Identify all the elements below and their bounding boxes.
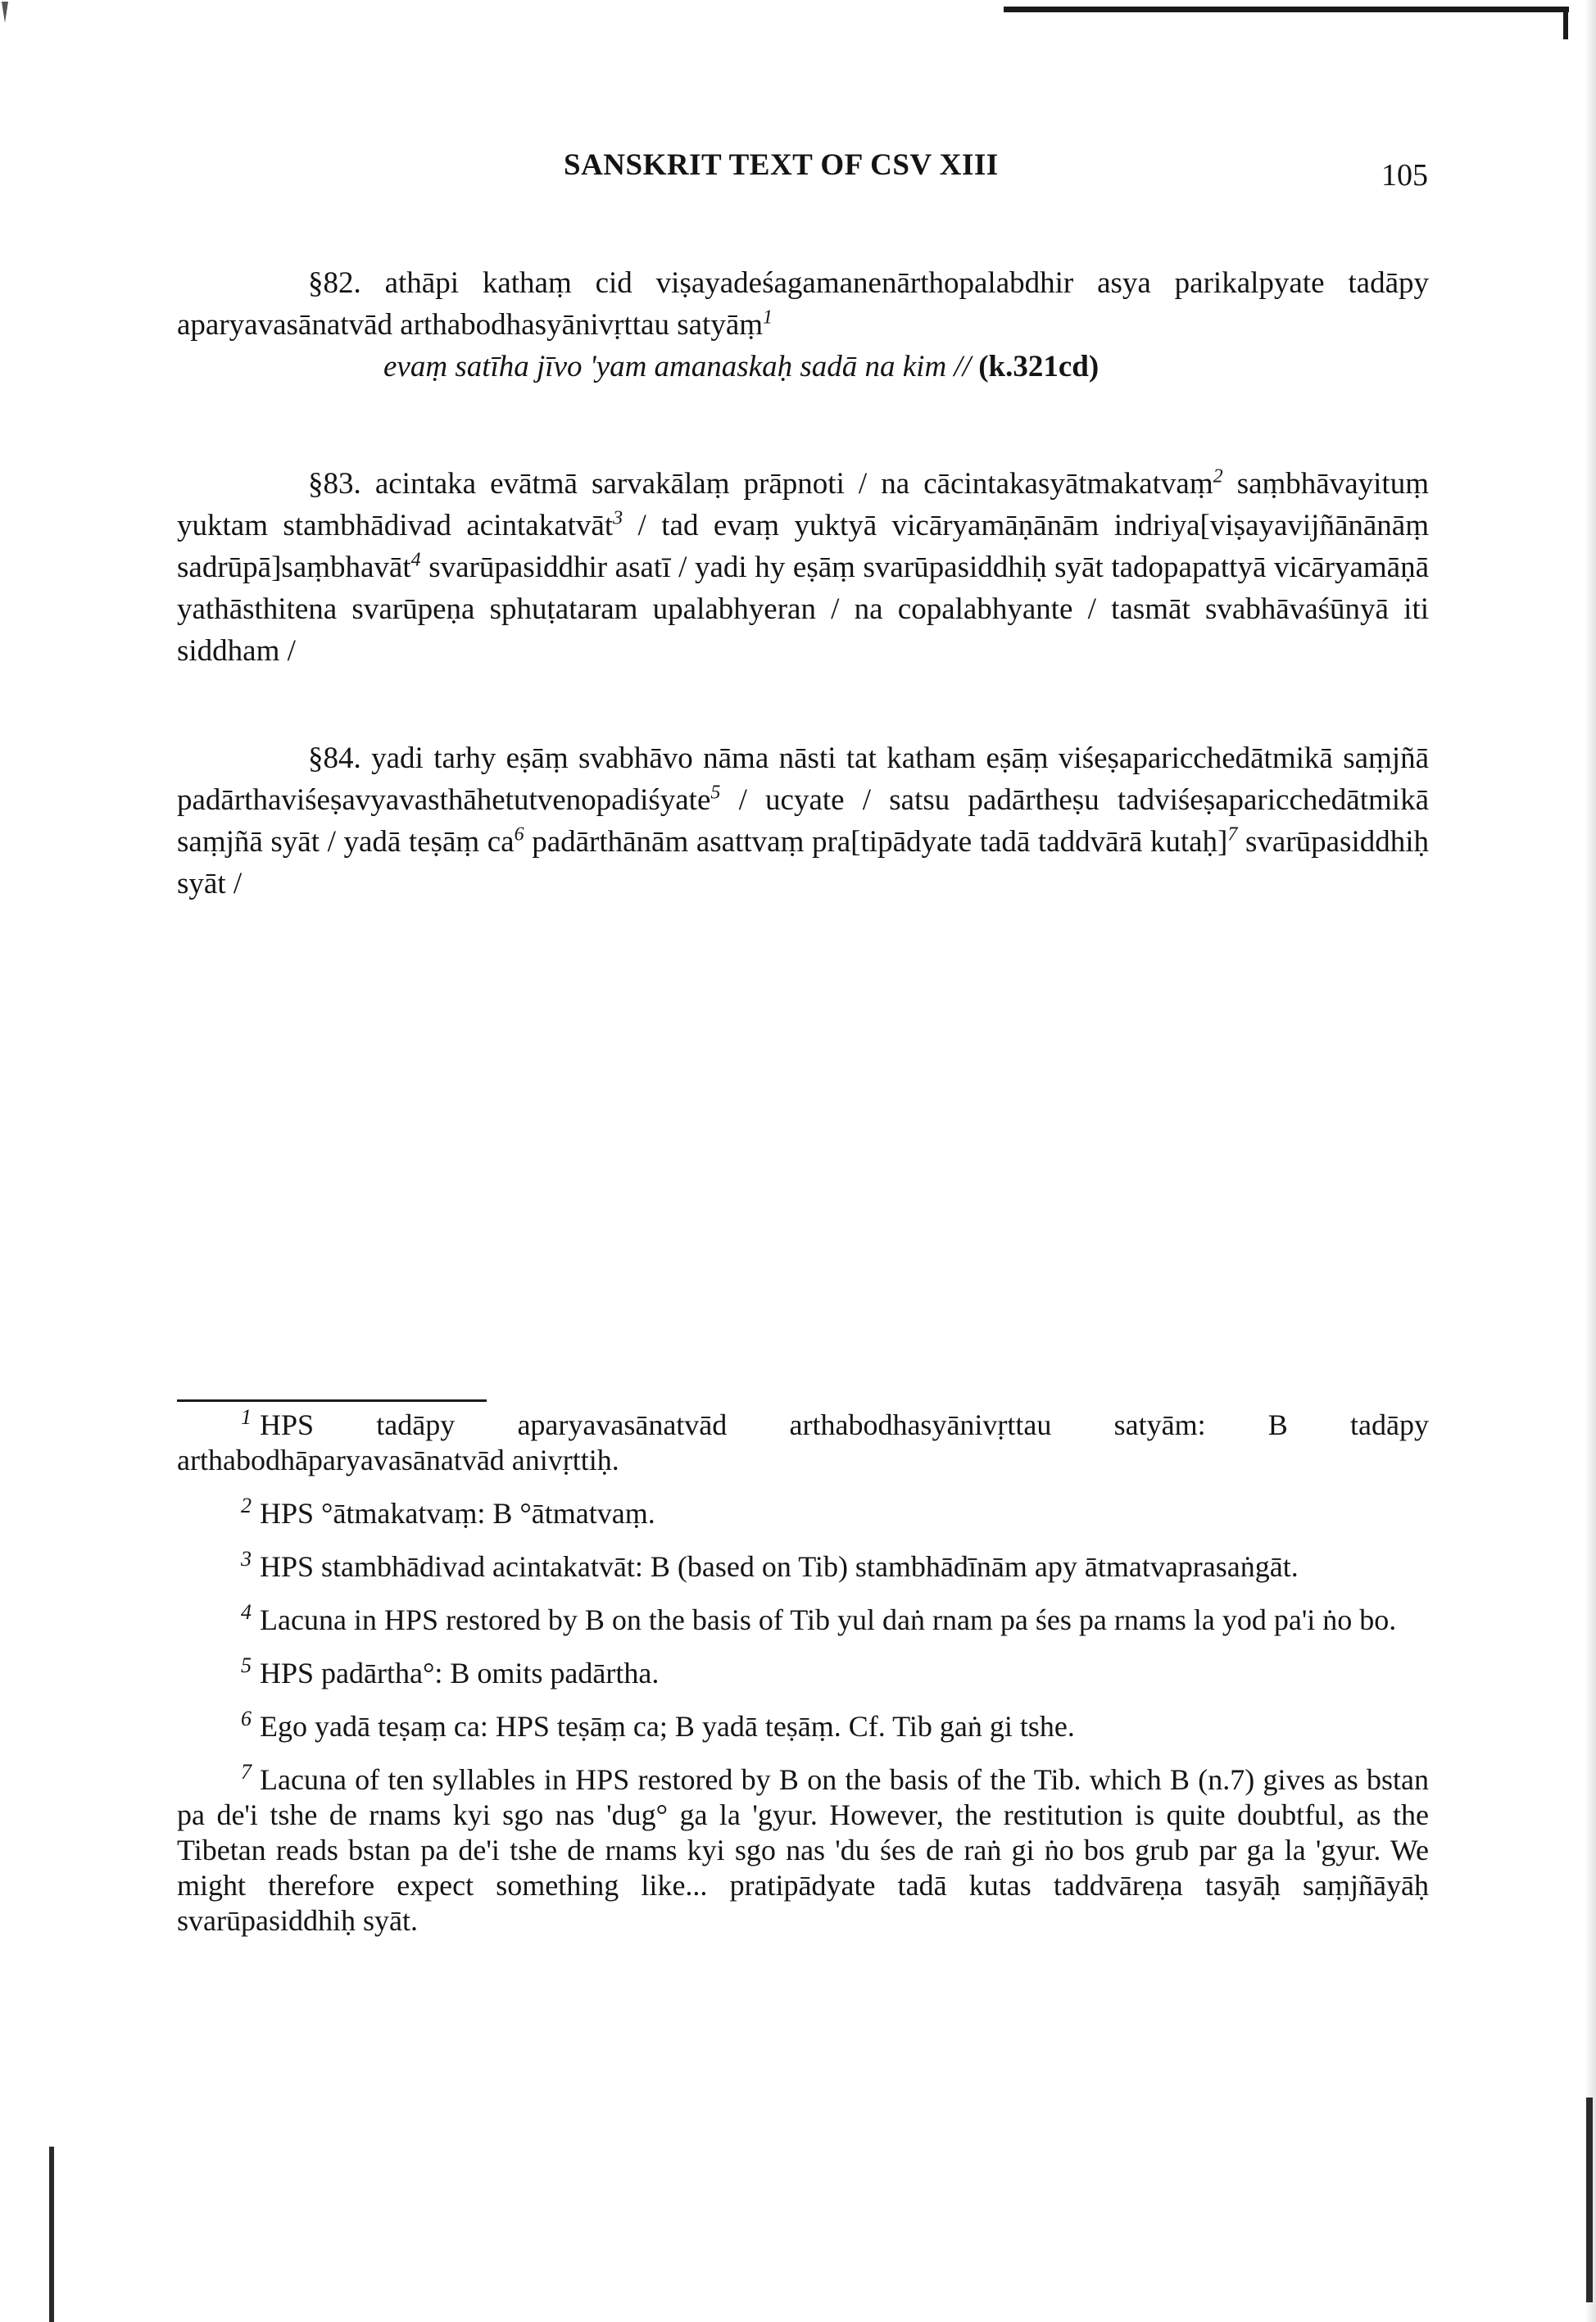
right-edge-mark — [1586, 2098, 1593, 2302]
footnote-text: HPS padārtha°: B omits padārtha. — [260, 1657, 660, 1689]
footnote-number: 1 — [241, 1405, 252, 1429]
verse-reference: (k.321cd) — [978, 350, 1100, 383]
footnote-ref-5: 5 — [710, 782, 721, 804]
footnote-number: 2 — [241, 1494, 252, 1517]
footnote-ref-3: 3 — [613, 507, 623, 529]
s84-text-4: svarūpasiddhiḥ syāt / — [177, 825, 1429, 900]
top-edge-rule — [1004, 7, 1569, 12]
footnote-text: Lacuna of ten syllables in HPS restored by B on the basis of the Tib. which B (n.7) gives as bstan pa de'i tshe de rnams kyi sgo nas 'dug° ga la 'gyur. However, the restitution is quite doubtful, as the Tibetan reads bstan pa de'i tshe de rnams kyi sgo nas 'du śes de raṅ gi ṅo bos grub par ga la 'gyur. We might therefore expect something like... pratipādyate tadā kutas taddvāreṇa tasyāḥ saṃjñāyāḥ svarūpasiddhiḥ syāt. — [177, 1763, 1429, 1937]
footnote-4 — [177, 1600, 1429, 1638]
left-edge-mark — [49, 2147, 54, 2322]
footnote-number: 3 — [241, 1547, 252, 1571]
section-83 — [177, 463, 1429, 672]
footnote-7 — [177, 1762, 1429, 1939]
top-edge-tick — [1563, 7, 1568, 39]
footnote-separator — [177, 1399, 487, 1402]
running-title: SANSKRIT TEXT OF CSV XIII — [564, 148, 999, 182]
footnote-ref-2: 2 — [1213, 465, 1223, 488]
section-84 — [177, 737, 1429, 905]
s84-text-1: §84. yadi tarhy eṣāṃ svabhāvo nāma nāsti tat katham eṣāṃ viśeṣaparicchedātmikā saṃjñā padārthaviśeṣavyavasthāhetutvenopadiśyate — [177, 741, 1429, 817]
footnote-text: Ego yadā teṣaṃ ca: HPS teṣāṃ ca; B yadā teṣāṃ. Cf. Tib gaṅ gi tshe. — [260, 1710, 1075, 1743]
footnote-number: 7 — [241, 1760, 252, 1784]
footnote-5 — [177, 1653, 1429, 1691]
footnote-6 — [177, 1709, 1429, 1744]
page-edge-shadow — [1585, 0, 1596, 2322]
s83-text-1: §83. acintaka evātmā sarvakālaṃ prāpnoti / na cācintakasyātmakatvaṃ — [308, 467, 1213, 501]
footnote-ref-7: 7 — [1227, 823, 1238, 846]
s83-text-3: / tad evaṃ yuktyā vicāryamāṇānām indriya[viṣayavijñānānāṃ sadrūpā]saṃbhavāt — [177, 509, 1430, 584]
footnote-number: 5 — [241, 1653, 252, 1677]
section-82 — [177, 262, 1429, 388]
verse-text: evaṃ satīha jīvo 'yam amanaskaḥ sadā na kim // — [383, 350, 971, 383]
page-number: 105 — [1381, 158, 1428, 193]
footnote-1 — [177, 1405, 1429, 1478]
s83-text-2: saṃbhāvayituṃ yuktam stambhādivad acintakatvāt — [177, 467, 1429, 542]
footnote-number: 6 — [241, 1707, 252, 1730]
footnote-2 — [177, 1496, 1429, 1531]
s83-text-4: svarūpasiddhir asatī / yadi hy eṣāṃ svarūpasiddhiḥ syāt tadopapattyā vicāryamāṇā yathāsthitena svarūpeṇa sphuṭataram upalabhyeran / na copalabhyante / tasmāt svabhāvaśūnyā iti siddham / — [177, 551, 1429, 668]
footnote-ref-1: 1 — [763, 306, 773, 329]
footnote-text: HPS stambhādivad acintakatvāt: B (based on Tib) stambhādīnām apy ātmatvaprasaṅgāt. — [260, 1550, 1299, 1583]
footnote-text: HPS tadāpy aparyavasānatvād arthabodhasyānivṛttau satyām: B tadāpy arthabodhāparyavasānatvād anivṛttiḥ. — [177, 1408, 1429, 1476]
s84-text-3: padārthānām asattvaṃ pra[tipādyate tadā taddvārā kutaḥ] — [524, 825, 1228, 859]
footnote-text: Lacuna in HPS restored by B on the basis of Tib yul daṅ rnam pa śes pa rnams la yod pa'i ṅo bo. — [260, 1603, 1397, 1636]
footnote-number: 4 — [241, 1600, 252, 1624]
footnotes — [177, 1405, 1429, 1957]
footnote-ref-6: 6 — [514, 823, 524, 846]
footnote-ref-4: 4 — [410, 549, 421, 571]
section-82-prose — [177, 262, 1429, 346]
footnote-text: HPS °ātmakatvaṃ: B °ātmatvaṃ. — [260, 1497, 655, 1530]
section-84-paragraph — [177, 737, 1429, 905]
section-82-prose-text: §82. athāpi kathaṃ cid viṣayadeśagamanenārthopalabdhir asya parikalpyate tadāpy aparyavasānatvād arthabodhasyānivṛttau satyāṃ — [177, 266, 1429, 342]
footnote-3 — [177, 1549, 1429, 1585]
section-82-verse — [177, 346, 1429, 388]
corner-scan-mark — [0, 0, 15, 25]
s84-text-2: / ucyate / satsu padārtheṣu tadviśeṣaparicchedātmikā saṃjñā syāt / yadā teṣāṃ ca — [177, 783, 1429, 859]
section-83-paragraph — [177, 463, 1429, 672]
